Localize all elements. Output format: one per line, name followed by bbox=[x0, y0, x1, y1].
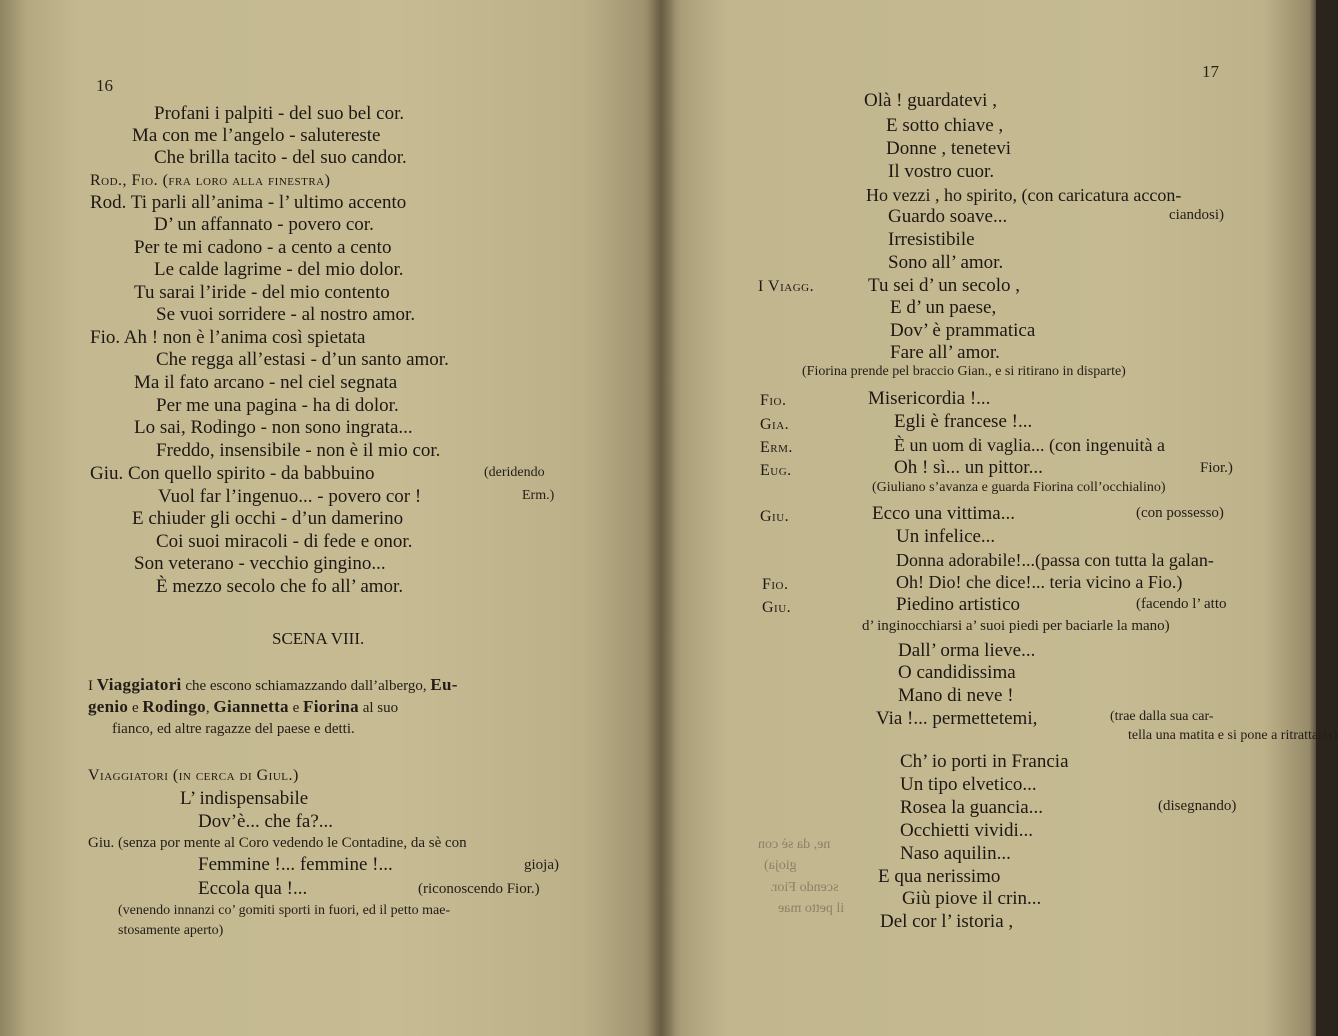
speaker-label: Giu. bbox=[762, 599, 792, 616]
verse-line: Giù piove il crin... bbox=[902, 888, 1042, 909]
bleed-through-text: scendo Fior. bbox=[770, 880, 839, 895]
stage-direction: (riconoscendo Fior.) bbox=[418, 881, 540, 897]
speaker-label: Giu. bbox=[760, 508, 790, 525]
verse-line: E d’ un paese, bbox=[890, 297, 997, 318]
verse-line: Per me una pagina - ha di dolor. bbox=[156, 395, 399, 416]
bleed-through-text: il petto mae bbox=[778, 901, 845, 916]
verse-line: Femmine !... femmine !... bbox=[198, 854, 393, 875]
verse-line: Naso aquilin... bbox=[900, 843, 1011, 864]
character-name: Rodingo bbox=[142, 697, 206, 716]
stage-direction: ciandosi) bbox=[1169, 207, 1224, 223]
stage-direction: tella una matita e si pone a ritrattarla) bbox=[1128, 728, 1338, 743]
verse-line: Guardo soave... bbox=[888, 206, 1008, 227]
stage-direction bbox=[88, 698, 398, 717]
bleed-through-text: gioja) bbox=[764, 858, 797, 873]
verse-line: Ho vezzi , ho spirito, (con caricatura accon- bbox=[866, 185, 1182, 205]
verse-line: Vuol far l’ingenuo... - povero cor ! bbox=[158, 486, 422, 507]
verse-line: D’ un affannato - povero cor. bbox=[154, 214, 374, 235]
stage-direction: Erm.) bbox=[522, 488, 555, 503]
stage-direction: (Fiorina prende pel braccio Gian., e si ritirano in disparte) bbox=[802, 364, 1126, 379]
verse-line: Tu sei d’ un secolo , bbox=[868, 275, 1020, 296]
verse-line: Oh! Dio! che dice!... teria vicino a Fio.) bbox=[896, 572, 1183, 592]
page-number: 16 bbox=[96, 76, 113, 95]
verse-line: Profani i palpiti - del suo bel cor. bbox=[154, 103, 405, 124]
verse-line: Son veterano - vecchio gingino... bbox=[134, 553, 386, 574]
verse-line: Che regga all’estasi - d’un santo amor. bbox=[156, 349, 449, 370]
speaker-label: Fio. bbox=[760, 392, 787, 409]
verse-line: Ch’ io porti in Francia bbox=[900, 751, 1069, 772]
verse-line: È mezzo secolo che fo all’ amor. bbox=[156, 576, 404, 597]
stage-direction: gioja) bbox=[524, 857, 559, 873]
character-name: Giannetta bbox=[213, 697, 289, 716]
text: , bbox=[205, 700, 214, 716]
stage-direction: Giu. (senza por mente al Coro vedendo le Contadine, da sè con bbox=[88, 835, 467, 851]
page-number: 17 bbox=[1202, 62, 1219, 81]
text: e bbox=[288, 700, 304, 716]
verse-line: O candidissima bbox=[898, 662, 1016, 683]
verse-line: Lo sai, Rodingo - non sono ingrata... bbox=[134, 417, 413, 438]
verse-line: Rosea la guancia... bbox=[900, 797, 1043, 818]
stage-direction: d’ inginocchiarsi a’ suoi piedi per baciarle la mano) bbox=[862, 618, 1170, 634]
verse-line: Eccola qua !... bbox=[198, 878, 308, 899]
verse-line: Le calde lagrime - del mio dolor. bbox=[154, 259, 404, 280]
verse-line: È un uom di vaglia... (con ingenuità a bbox=[894, 435, 1165, 455]
bleed-through-text: ne, da sè con bbox=[758, 837, 831, 852]
stage-direction bbox=[88, 676, 458, 695]
verse-line: E sotto chiave , bbox=[886, 115, 1004, 136]
character-name: genio bbox=[88, 697, 129, 716]
verse-line: Misericordia !... bbox=[868, 388, 991, 409]
verse-line: Rod. Ti parli all’anima - l’ ultimo accento bbox=[90, 192, 407, 213]
verse-line: Dov’ è prammatica bbox=[890, 320, 1036, 341]
stage-direction: (con possesso) bbox=[1136, 505, 1224, 521]
stage-direction: (venendo innanzi co’ gomiti sporti in fuori, ed il petto mae- bbox=[118, 903, 451, 918]
verse-line: Freddo, insensibile - non è il mio cor. bbox=[156, 440, 441, 461]
verse-line: Irresistibile bbox=[888, 229, 975, 250]
verse-line: Via !... permettetemi, bbox=[876, 708, 1038, 729]
speaker-direction: Rod., Fio. (fra loro alla finestra) bbox=[90, 172, 331, 189]
speaker-label: Eug. bbox=[760, 462, 792, 479]
verse-line: Il vostro cuor. bbox=[888, 161, 995, 182]
verse-line: L’ indispensabile bbox=[180, 788, 309, 809]
stage-direction: stosamente aperto) bbox=[118, 923, 224, 938]
stage-direction: (deridendo bbox=[484, 465, 545, 480]
stage-direction: (trae dalla sua car- bbox=[1110, 709, 1214, 724]
verse-line: Giu. Con quello spirito - da babbuino bbox=[90, 463, 375, 484]
character-name: Eu- bbox=[430, 675, 458, 694]
verse-line: Se vuoi sorridere - al nostro amor. bbox=[156, 304, 416, 325]
verse-line: Che brilla tacito - del suo candor. bbox=[154, 147, 407, 168]
verse-line: Ma con me l’angelo - salutereste bbox=[132, 125, 381, 146]
verse-line: Fio. Ah ! non è l’anima così spietata bbox=[90, 327, 366, 348]
text: I bbox=[88, 678, 97, 694]
verse-line: Sono all’ amor. bbox=[888, 252, 1004, 273]
verse-line: Fare all’ amor. bbox=[890, 342, 1000, 363]
stage-direction: (disegnando) bbox=[1158, 798, 1237, 814]
verse-line: Un infelice... bbox=[896, 526, 996, 547]
speaker-label: Gia. bbox=[760, 416, 790, 433]
verse-line: Del cor l’ istoria , bbox=[880, 911, 1014, 932]
verse-line: E qua nerissimo bbox=[878, 866, 1001, 887]
verse-line: Olà ! guardatevi , bbox=[864, 90, 997, 111]
verse-line: Donna adorabile!...(passa con tutta la galan- bbox=[896, 550, 1214, 570]
verse-line: Dall’ orma lieve... bbox=[898, 640, 1036, 661]
verse-line: Occhietti vividi... bbox=[900, 820, 1033, 841]
speaker-label: Erm. bbox=[760, 439, 793, 456]
verse-line: E chiuder gli occhi - d’un damerino bbox=[132, 508, 404, 529]
verse-line: Coi suoi miracoli - di fede e onor. bbox=[156, 531, 413, 552]
right-page bbox=[662, 0, 1338, 1036]
text: che escono schiamazzando dall’albergo, bbox=[181, 678, 431, 694]
stage-direction: (facendo l’ atto bbox=[1136, 596, 1227, 612]
verse-line: Tu sarai l’iride - del mio contento bbox=[134, 282, 390, 303]
verse-line: Per te mi cadono - a cento a cento bbox=[134, 237, 392, 258]
verse-line: Ecco una vittima... bbox=[872, 503, 1015, 524]
book-gutter bbox=[648, 0, 676, 1036]
verse-line: Mano di neve ! bbox=[898, 685, 1014, 706]
speaker-label: I Viagg. bbox=[758, 278, 815, 295]
text: e bbox=[128, 700, 143, 716]
verse-line: Un tipo elvetico... bbox=[900, 774, 1037, 795]
scene-title: SCENA VIII. bbox=[272, 629, 365, 648]
text: al suo bbox=[358, 700, 399, 716]
verse-line: Egli è francese !... bbox=[894, 411, 1033, 432]
speaker-label: Fio. bbox=[762, 576, 789, 593]
character-name: Fiorina bbox=[303, 697, 359, 716]
verse-line: Piedino artistico bbox=[896, 594, 1021, 615]
verse-line: Oh ! sì... un pittor... bbox=[894, 457, 1043, 478]
stage-direction: (Giuliano s’avanza e guarda Fiorina coll’occhialino) bbox=[872, 480, 1166, 495]
verse-line: Donne , tenetevi bbox=[886, 138, 1012, 159]
stage-direction: Fior.) bbox=[1200, 460, 1233, 476]
verse-line: Dov’è... che fa?... bbox=[198, 811, 334, 832]
speaker-direction: Viaggiatori (in cerca di Giul.) bbox=[88, 767, 299, 784]
stage-direction: fianco, ed altre ragazze del paese e detti. bbox=[112, 721, 355, 737]
verse-line: Ma il fato arcano - nel ciel segnata bbox=[134, 372, 398, 393]
character-name: Viaggiatori bbox=[96, 675, 182, 694]
left-page bbox=[0, 0, 662, 1036]
